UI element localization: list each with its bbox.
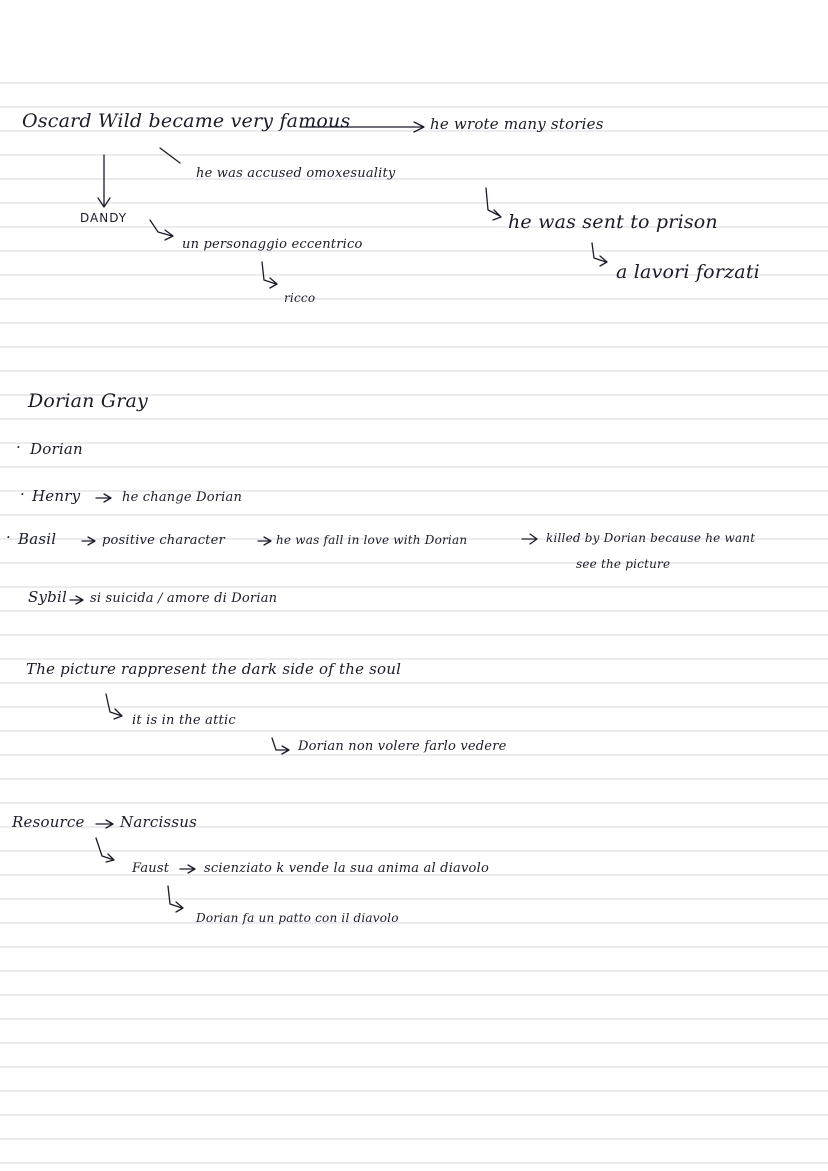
note-oscar-wild-famous: Oscard Wild became very famous xyxy=(22,110,351,132)
note-dorian: Dorian xyxy=(30,440,83,458)
note-henry: Henry xyxy=(32,487,81,505)
note-wrote-stories: he wrote many stories xyxy=(430,115,604,133)
note-basil-desc: positive character xyxy=(102,533,225,548)
note-narcissus: Narcissus xyxy=(120,813,197,831)
note-faust: Faust xyxy=(132,861,170,876)
note-basil-killed: killed by Dorian because he want xyxy=(546,531,756,545)
note-sybil: Sybil xyxy=(28,588,67,606)
note-accused: he was accused omoxesuality xyxy=(196,166,396,181)
note-ricco: ricco xyxy=(284,291,316,305)
note-henry-desc: he change Dorian xyxy=(122,490,243,505)
note-lavori: a lavori forzati xyxy=(616,261,760,283)
bullet-basil-dot: · xyxy=(6,528,11,546)
note-vedere: Dorian non volere farlo vedere xyxy=(298,739,507,754)
note-resource: Resource xyxy=(12,813,85,831)
note-basil: Basil xyxy=(18,530,57,548)
note-basil-killed-2: see the picture xyxy=(576,557,671,571)
note-sybil-desc: si suicida / amore di Dorian xyxy=(90,591,278,606)
note-dandy: DANDY xyxy=(80,211,128,225)
note-faust-desc: scienziato k vende la sua anima al diavolo xyxy=(204,861,489,876)
note-attic: it is in the attic xyxy=(132,713,236,728)
note-prison: he was sent to prison xyxy=(508,211,718,233)
note-picture: The picture rappresent the dark side of the soul xyxy=(26,660,402,678)
note-personaggio: un personaggio eccentrico xyxy=(182,237,363,252)
note-patto: Dorian fa un patto con il diavolo xyxy=(196,911,399,925)
bullet-henry-dot: · xyxy=(20,485,25,503)
heading-dorian-gray: Dorian Gray xyxy=(28,390,148,412)
bullet-dorian-dot: · xyxy=(16,438,21,456)
note-basil-love: he was fall in love with Dorian xyxy=(276,533,468,547)
